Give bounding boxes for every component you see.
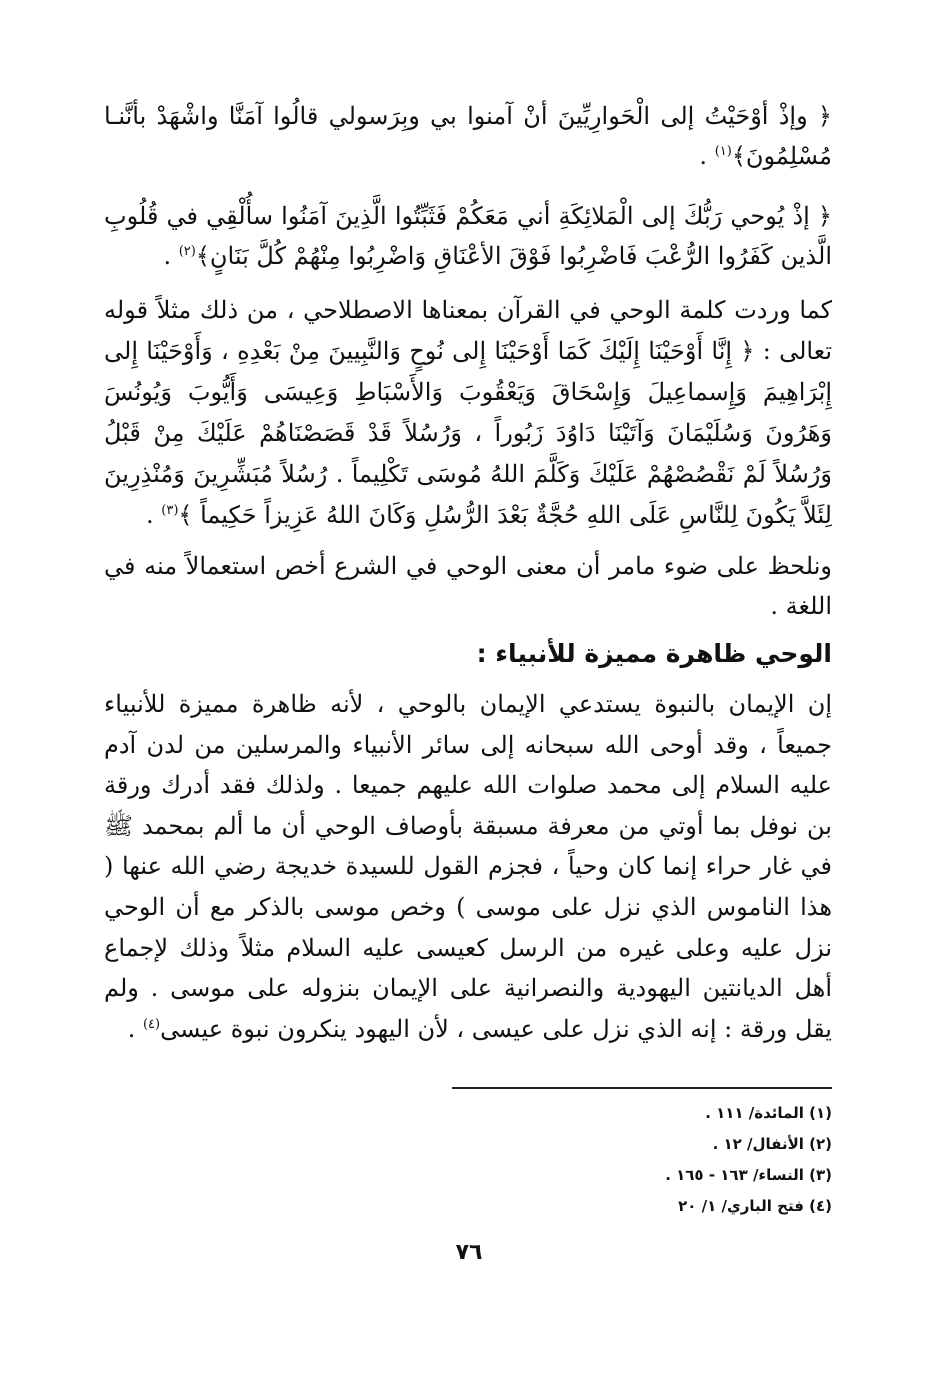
paragraph-end: . <box>127 1014 143 1043</box>
quran-quote-1 <box>104 96 832 176</box>
quote-paragraph <box>104 96 832 176</box>
page-number: ٧٦ <box>455 1240 483 1265</box>
quote-text: ﴿ إذْ يُوحي رَبُّكَ إلى الْمَلائِكَةِ أني مَعَكُمْ فَثَبِّتُوا الَّذِينَ آمَنُوا سأُلْقِي في قُلُوبِ الَّذين كَفَرُوا الرُّعْبَ فَاضْرِبُوا فَوْقَ الأعْنَاقِ وَاضْرِبُوا مِنْهُمْ كُلَّ بَنَانٍ﴾ <box>104 202 832 270</box>
footnote-divider <box>452 1087 832 1089</box>
footnote-2: (٢) الأنفال/ ١٢ . <box>712 1135 832 1153</box>
main-paragraph <box>104 684 832 1049</box>
paragraph-text: ونلحظ على ضوء مامر أن معنى الوحي في الشرع أخص استعمالاً منه في اللغة . <box>104 552 832 620</box>
quote-end: . <box>699 142 715 170</box>
quote-paragraph <box>104 196 832 276</box>
paragraph-text: كما وردت كلمة الوحي في القرآن بمعناها الاصطلاحي ، من ذلك مثلاً قوله تعالى : ﴿ إِنَّا أَوْحَيْنَا إِلَيْكَ كَمَا أَوْحَيْنَا إِلى نُوحٍ وَالنَّبِيينَ مِنْ بَعْدِهِ ، وَأَوْحَيْنَا إِلى إِبْرَاهِيمَ وَإِسماعِيلَ وَإِسْحَاقَ وَيَعْقُوبَ وَالأَسْبَاطِ وَعِيسَى وَأَيُّوبَ وَيُونُسَ وَهَرُونَ وَسُلَيْمَانَ وَآتَيْنَا دَاوُدَ زَبُوراً ، وَرُسُلاً قَدْ قَصَصْنَاهُمْ عَلَيْكَ مِنْ قَبْلُ وَرُسُلاً لَمْ نَقْصُصْهُمْ عَلَيْكَ وَكَلَّمَ اللهُ مُوسَى تَكْلِيماً . رُسُلاً مُبَشِّرِينَ وَمُنْذِرِينَ لِئَلاَّ يَكُونَ لِلنَّاسِ عَلَى اللهِ حُجَّةٌ بَعْدَ الرُّسُلِ وَكَانَ اللهُ عَزِيزاً حَكِيماً ﴾ <box>104 296 832 529</box>
quote-text: ﴿ وإذْ أوْحَيْتُ إلى الْحَوارِيِّينَ أنْ آمنوا بي وبِرَسولي قالُوا آمَنَّا واشْهَدْ بأنَّنـا مُسْلِمُونَ﴾ <box>104 102 832 170</box>
footnote-4: (٤) فتح الباري/ ١/ ٢٠ <box>678 1197 832 1215</box>
section-heading: الوحي ظاهرة مميزة للأنبياء : <box>476 639 832 668</box>
footnote-ref-3: (٣) <box>161 503 179 518</box>
footnotes <box>452 1098 832 1222</box>
paragraph-end: . <box>146 501 162 529</box>
footnote-ref-1: (١) <box>714 144 732 159</box>
body-paragraph <box>104 684 832 1049</box>
footnote-1: (١) المائدة/ ١١١ . <box>705 1104 832 1122</box>
footnote-3: (٣) النساء/ ١٦٣ - ١٦٥ . <box>665 1166 832 1184</box>
intro-paragraph <box>104 290 832 536</box>
observation-paragraph <box>104 546 832 626</box>
quran-quote-2 <box>104 196 832 276</box>
quote-end: . <box>163 242 179 270</box>
footnote-ref-4: (٤) <box>142 1016 161 1032</box>
body-paragraph <box>104 290 832 536</box>
footnote-ref-2: (٢) <box>178 244 196 259</box>
paragraph-text: إن الإيمان بالنبوة يستدعي الإيمان بالوحي ، لأنه ظاهرة مميزة للأنبياء جميعاً ، وقد أوحى الله سبحانه إلى سائر الأنبياء والمرسلين من لدن آدم عليه السلام إلى محمد صلوات الله عليهم جميعا . ولذلك فقد أدرك ورقة بن نوفل بما أوتي من معرفة مسبقة بأوصاف الوحي أن ما ألم بمحمد ﷺ في غار حراء إنما كان وحياً ، فجزم القول للسيدة خديجة رضي الله عنها ( هذا الناموس الذي نزل على موسى ) وخص موسى بالذكر مع أن الوحي نزل عليه وعلى غيره من الرسل كعيسى عليه السلام مثلاً وذلك لإجماع أهل الديانتين اليهودية والنصرانية على الإيمان بنزوله على موسى . ولم يقل ورقة : إنه الذي نزل على عيسى ، لأن اليهود ينكرون نبوة عيسى <box>104 690 832 1043</box>
